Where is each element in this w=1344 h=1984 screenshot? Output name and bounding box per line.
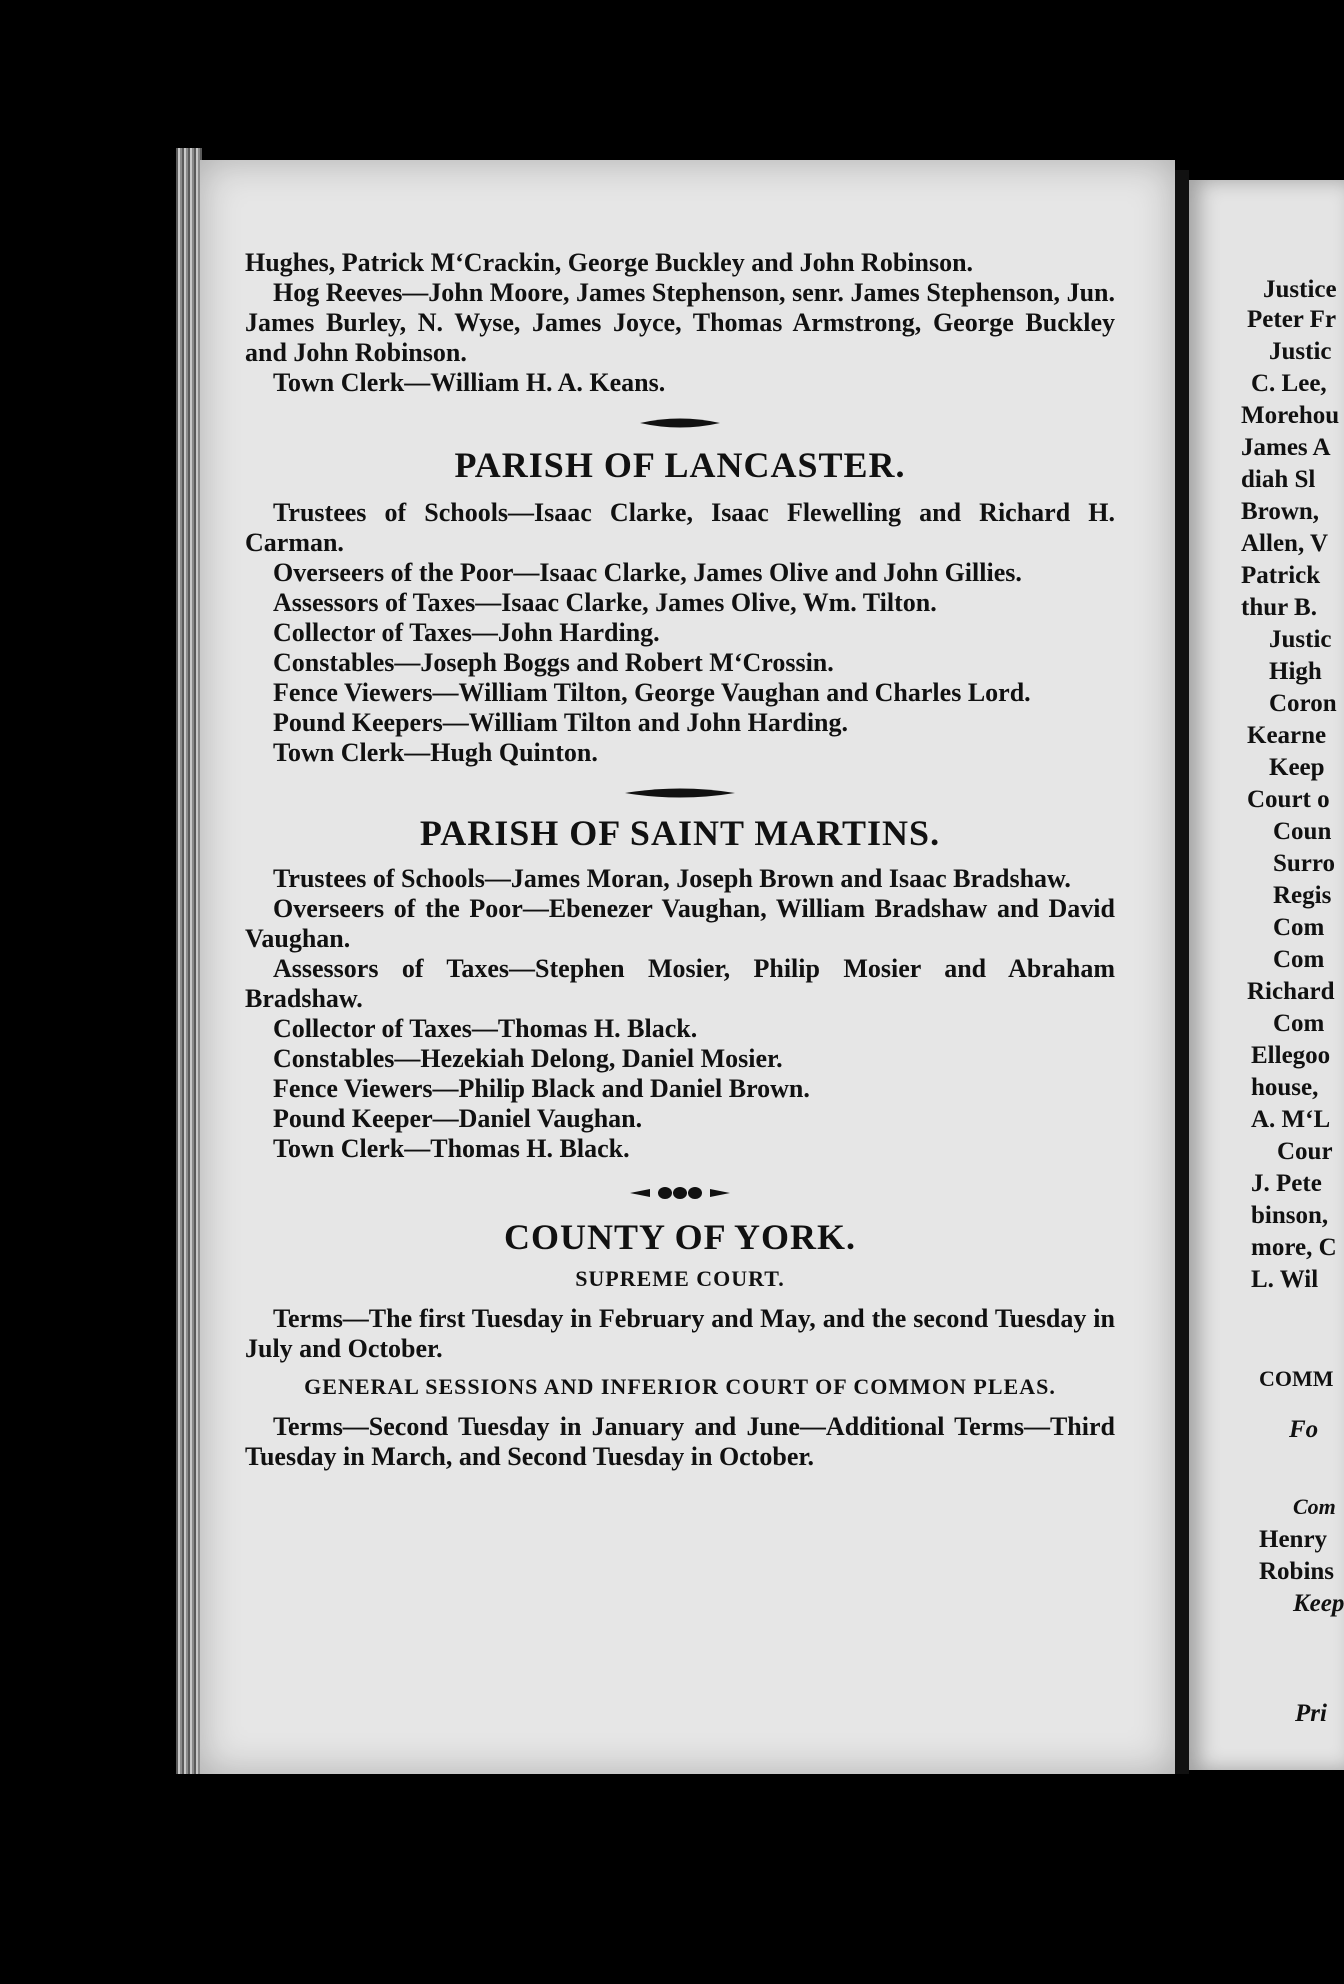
divider-ornament (245, 1182, 1115, 1204)
saint-martins-line: Constables—Hezekiah Delong, Daniel Mosier. (273, 1044, 783, 1073)
lancaster-line: Collector of Taxes—John Harding. (273, 618, 660, 647)
divider-ornament-icon (630, 1185, 730, 1201)
right-page-line: Kearne (1247, 722, 1327, 749)
saint-martins-line: Overseers of the Poor—Ebenezer Vaughan, William Bradshaw and David Vaughan. (245, 894, 1115, 953)
divider-ornament-icon (625, 786, 735, 800)
right-page-line: Regis (1273, 882, 1332, 909)
divider-ornament (245, 782, 1115, 804)
right-page-line: COMM (1259, 1366, 1334, 1391)
right-page-line: Court o (1247, 786, 1330, 813)
right-page-line: Allen, V (1241, 530, 1329, 557)
hog-reeves: Hog Reeves—John Moore, James Stephenson, senr. James Stephenson, Jun. James Burley, N. Wyse, James Joyce, Thomas Armstrong, George Buckley and John Robinson. (245, 278, 1115, 367)
lancaster-title: PARISH OF LANCASTER. (454, 445, 906, 485)
divider-ornament (245, 412, 1115, 434)
right-page-line: Com (1273, 1010, 1325, 1037)
right-page-line: Justice (1263, 276, 1337, 303)
general-sessions-terms: Terms—Second Tuesday in January and June—Additional Terms—Third Tuesday in March, and Second Tuesday in October. (245, 1412, 1115, 1471)
saint-martins-list (245, 864, 1115, 1164)
lancaster-line: Town Clerk—Hugh Quinton. (273, 738, 598, 767)
book-gutter (1175, 170, 1189, 1774)
right-page-line: Keep (1293, 1590, 1344, 1617)
right-page-line: High (1269, 658, 1322, 685)
lancaster-line: Fence Viewers—William Tilton, George Vaughan and Charles Lord. (273, 678, 1031, 707)
town-clerk-prev: Town Clerk—William H. A. Keans. (273, 368, 666, 397)
right-page-line: diah Sl (1241, 466, 1316, 493)
general-sessions-heading: GENERAL SESSIONS AND INFERIOR COURT OF COMMON PLEAS. (304, 1374, 1056, 1399)
right-page-line: Fo (1289, 1416, 1319, 1443)
right-page-line: house, (1251, 1074, 1319, 1101)
right-page-line: J. Pete (1251, 1170, 1322, 1197)
right-page-line: Pri (1295, 1700, 1327, 1727)
right-page-line: Henry (1259, 1526, 1328, 1553)
saint-martins-line: Town Clerk—Thomas H. Black. (273, 1134, 630, 1163)
lancaster-line: Assessors of Taxes—Isaac Clarke, James Olive, Wm. Tilton. (273, 588, 937, 617)
right-page-line: Patrick (1241, 562, 1321, 589)
right-page-fragment (1189, 180, 1344, 1770)
right-page-line: James A (1241, 434, 1331, 461)
lancaster-line: Trustees of Schools—Isaac Clarke, Isaac Flewelling and Richard H. Carman. (245, 498, 1115, 557)
right-page-line: L. Wil (1251, 1266, 1319, 1293)
right-page-line: Coron (1269, 690, 1337, 717)
right-page-line: Peter Fr (1247, 306, 1337, 333)
saint-martins-line: Pound Keeper—Daniel Vaughan. (273, 1104, 643, 1133)
left-page-text (245, 248, 1115, 1472)
saint-martins-line: Assessors of Taxes—Stephen Mosier, Philip Mosier and Abraham Bradshaw. (245, 954, 1115, 1013)
continuation-line: Hughes, Patrick M‘Crackin, George Buckley and John Robinson. (245, 248, 974, 277)
supreme-court-terms: Terms—The first Tuesday in February and May, and the second Tuesday in July and October. (245, 1304, 1115, 1363)
right-page-line: C. Lee, (1251, 370, 1327, 397)
saint-martins-line: Trustees of Schools—James Moran, Joseph Brown and Isaac Bradshaw. (273, 864, 1071, 893)
right-page-line: Robins (1259, 1558, 1335, 1585)
right-page-line: Brown, (1241, 498, 1320, 525)
lancaster-list (245, 498, 1115, 768)
lancaster-line: Constables—Joseph Boggs and Robert M‘Crossin. (273, 648, 834, 677)
right-page-line: Richard (1247, 978, 1335, 1005)
page-stack-edge (176, 148, 202, 1774)
saint-martins-line: Collector of Taxes—Thomas H. Black. (273, 1014, 698, 1043)
divider-ornament-icon (640, 416, 720, 430)
right-page-line: Com (1273, 914, 1325, 941)
right-page-line: Justic (1269, 338, 1332, 365)
right-page-line: Cour (1277, 1138, 1333, 1165)
supreme-court-heading: SUPREME COURT. (575, 1266, 785, 1291)
york-title: COUNTY OF YORK. (504, 1217, 856, 1257)
right-page-line: Coun (1273, 818, 1332, 845)
right-page-line: Keep (1269, 754, 1325, 781)
lancaster-line: Pound Keepers—William Tilton and John Harding. (273, 708, 849, 737)
right-page-line: Com (1273, 946, 1325, 973)
right-page-line: Justic (1269, 626, 1332, 653)
lancaster-line: Overseers of the Poor—Isaac Clarke, James Olive and John Gillies. (273, 558, 1022, 587)
right-page-line: thur B. (1241, 594, 1317, 621)
right-page-line: Surro (1273, 850, 1336, 877)
right-page-line: binson, (1251, 1202, 1329, 1229)
saint-martins-line: Fence Viewers—Philip Black and Daniel Brown. (273, 1074, 810, 1103)
saint-martins-title: PARISH OF SAINT MARTINS. (419, 813, 941, 853)
right-page-line: Ellegoo (1251, 1042, 1331, 1069)
right-page-line: Morehou (1241, 402, 1340, 429)
right-page-line: A. M‘L (1251, 1106, 1331, 1133)
right-page-line: more, C (1251, 1234, 1337, 1261)
right-page-line: Com (1293, 1494, 1336, 1519)
